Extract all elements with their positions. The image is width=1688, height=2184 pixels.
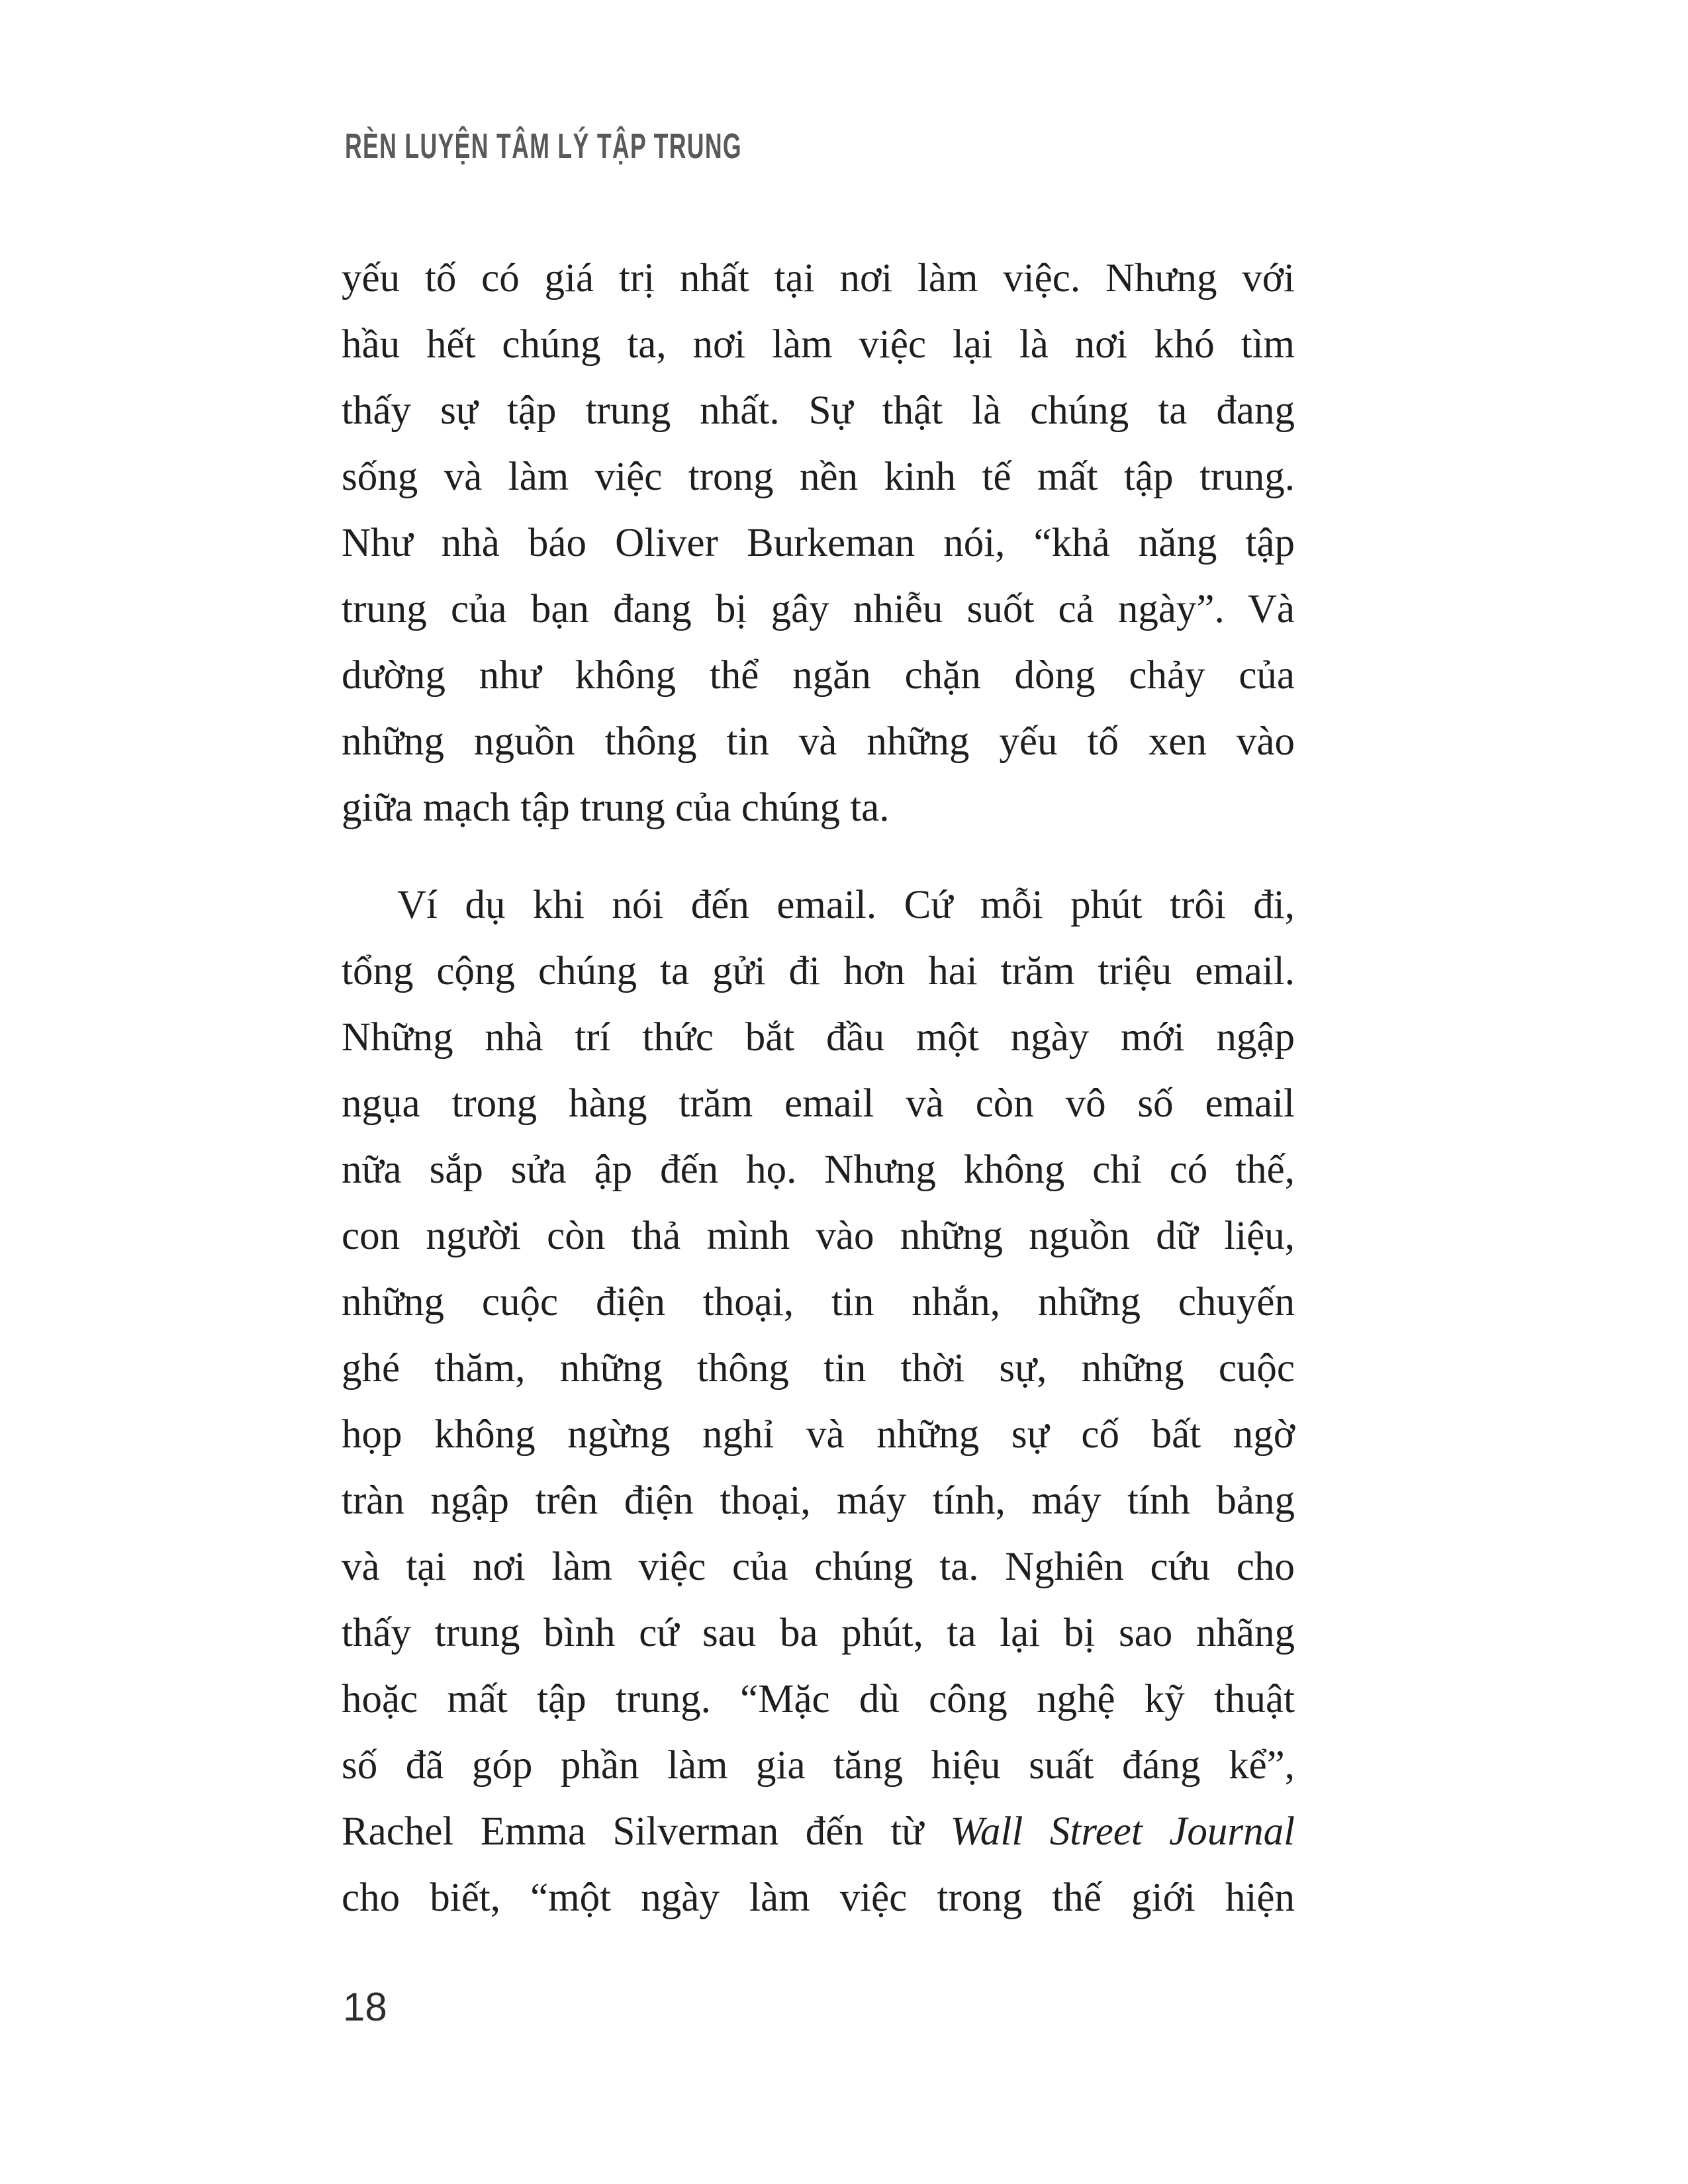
- text-line: giữa mạch tập trung của chúng ta.: [342, 786, 890, 830]
- text-line: số đã góp phần làm gia tăng hiệu suất đáng kể”,: [342, 1743, 1295, 1788]
- text-line: ngụa trong hàng trăm email và còn vô số email: [342, 1081, 1295, 1126]
- text-line: tổng cộng chúng ta gửi đi hơn hai trăm triệu email.: [342, 949, 1295, 993]
- paragraph: [342, 872, 1295, 1931]
- text-line: thấy trung bình cứ sau ba phút, ta lại bị sao nhãng: [342, 1611, 1295, 1655]
- text-line: và tại nơi làm việc của chúng ta. Nghiên cứu cho: [342, 1545, 1295, 1589]
- text-line: những nguồn thông tin và những yếu tố xen vào: [342, 719, 1295, 764]
- text-line: ghé thăm, những thông tin thời sự, những cuộc: [342, 1346, 1295, 1390]
- page-number: 18: [343, 1985, 387, 2029]
- text-line: cho biết, “một ngày làm việc trong thế giới hiện: [342, 1876, 1295, 1920]
- text-column: [342, 246, 1295, 1931]
- paragraph: [342, 246, 1295, 841]
- text-line: Những nhà trí thức bắt đầu một ngày mới ngập: [342, 1015, 1295, 1060]
- text-line: tràn ngập trên điện thoại, máy tính, máy tính bảng: [342, 1479, 1295, 1523]
- text-line: Như nhà báo Oliver Burkeman nói, “khả năng tập: [342, 521, 1295, 565]
- text-line: thấy sự tập trung nhất. Sự thật là chúng ta đang: [342, 388, 1295, 433]
- text-line-citation: [342, 1799, 1295, 1865]
- text-line: sống và làm việc trong nền kinh tế mất tập trung.: [342, 455, 1295, 499]
- journal-name-italic: Wall Street Journal: [950, 1809, 1295, 1854]
- text-line: yếu tố có giá trị nhất tại nơi làm việc. Nhưng với: [342, 256, 1295, 300]
- text-line: Ví dụ khi nói đến email. Cứ mỗi phút trôi đi,: [397, 883, 1295, 927]
- text-line: con người còn thả mình vào những nguồn dữ liệu,: [342, 1214, 1295, 1258]
- text-line: hoặc mất tập trung. “Mặc dù công nghệ kỹ thuật: [342, 1677, 1295, 1721]
- text-line: nữa sắp sửa ập đến họ. Nhưng không chỉ có thế,: [342, 1148, 1295, 1192]
- text-line: trung của bạn đang bị gây nhiễu suốt cả ngày”. Và: [342, 587, 1295, 631]
- citation-prefix: Rachel Emma Silverman đến từ: [342, 1809, 924, 1854]
- text-line: những cuộc điện thoại, tin nhắn, những chuyến: [342, 1280, 1295, 1324]
- text-line: họp không ngừng nghỉ và những sự cố bất ngờ: [342, 1412, 1295, 1457]
- text-line: hầu hết chúng ta, nơi làm việc lại là nơi khó tìm: [342, 322, 1295, 367]
- running-header: RÈN LUYỆN TÂM LÝ TẬP TRUNG: [345, 126, 742, 166]
- text-line: dường như không thể ngăn chặn dòng chảy của: [342, 653, 1295, 698]
